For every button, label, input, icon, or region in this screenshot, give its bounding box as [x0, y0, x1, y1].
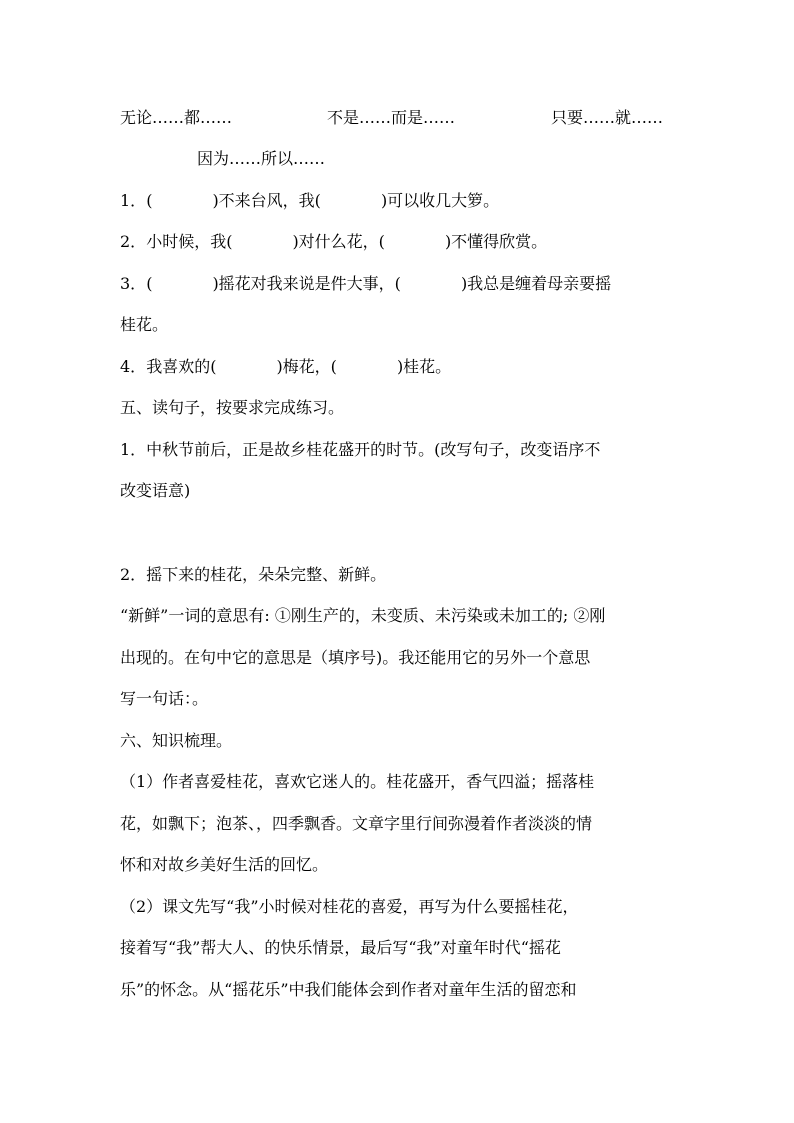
question-text: )不来台风，我( — [212, 191, 321, 210]
fill-question-3 — [120, 274, 611, 294]
definition-text-line-1: “新鲜”一词的意思有: ①刚生产的，未变质、未污染或未加工的; ②刚 — [120, 606, 606, 625]
summary-paragraph-1-line-1: （1）作者喜爱桂花，喜欢它迷人的。桂花盛开，香气四溢；摇落桂 — [120, 772, 595, 791]
fill-question-2 — [120, 232, 547, 252]
question-text: )不懂得欣赏。 — [444, 232, 548, 251]
definition-text-line-3: 写一句话：。 — [120, 689, 209, 708]
question-text: 我喜欢的( — [146, 357, 217, 376]
section-5-question-1-continuation: 改变语意) — [120, 481, 191, 500]
question-text: )对什么花，( — [292, 232, 385, 251]
fill-question-4 — [120, 357, 451, 377]
section-5-heading: 五、读句子，按要求完成练习。 — [120, 398, 345, 417]
summary-paragraph-2-line-1: （2）课文先写“我”小时候对桂花的喜爱，再写为什么要摇桂花， — [120, 897, 579, 916]
question-text: )梅花，( — [276, 357, 337, 376]
question-text: 小时候，我( — [146, 232, 233, 251]
question-number: 4． — [120, 357, 147, 376]
summary-paragraph-2-line-2: 接着写“我”帮大人、的快乐情景，最后写“我”对童年时代“摇花 — [120, 938, 561, 957]
question-text: )桂花。 — [396, 357, 452, 376]
definition-text-line-2: 出现的。在句中它的意思是（填序号)。我还能用它的另外一个意思 — [120, 648, 591, 667]
question-number: 2． — [120, 232, 147, 251]
summary-paragraph-2-line-3: 乐”的怀念。从“摇花乐”中我们能体会到作者对童年生活的留恋和 — [120, 980, 577, 999]
question-number: 3． — [120, 274, 147, 293]
fill-question-1 — [120, 191, 499, 211]
section-5-question-2: 2．摇下来的桂花，朵朵完整、新鲜。 — [120, 565, 387, 584]
question-text: ( — [146, 274, 153, 293]
section-6-heading: 六、知识梳理。 — [120, 731, 233, 750]
question-text: ( — [146, 191, 153, 210]
connective-word-1: 无论……都…… — [120, 108, 233, 127]
question-text: )我总是缠着母亲要摇 — [460, 274, 612, 293]
connective-word-3: 只要……就…… — [551, 108, 664, 127]
connective-word-2: 不是……而是…… — [327, 108, 456, 127]
connective-word-4: 因为……所以…… — [197, 149, 326, 168]
summary-paragraph-1-line-2: 花，如飘下；泡茶、，四季飘香。文章字里行间弥漫着作者淡淡的情 — [120, 814, 593, 833]
question-number: 1． — [120, 191, 147, 210]
fill-question-3-continuation: 桂花。 — [120, 315, 169, 334]
section-5-question-1: 1．中秋节前后，正是故乡桂花盛开的时节。(改写句子，改变语序不 — [120, 440, 601, 459]
summary-paragraph-1-line-3: 怀和对故乡美好生活的回忆。 — [120, 855, 329, 874]
question-text: )摇花对我来说是件大事，( — [212, 274, 401, 293]
question-text: )可以收几大箩。 — [380, 191, 500, 210]
